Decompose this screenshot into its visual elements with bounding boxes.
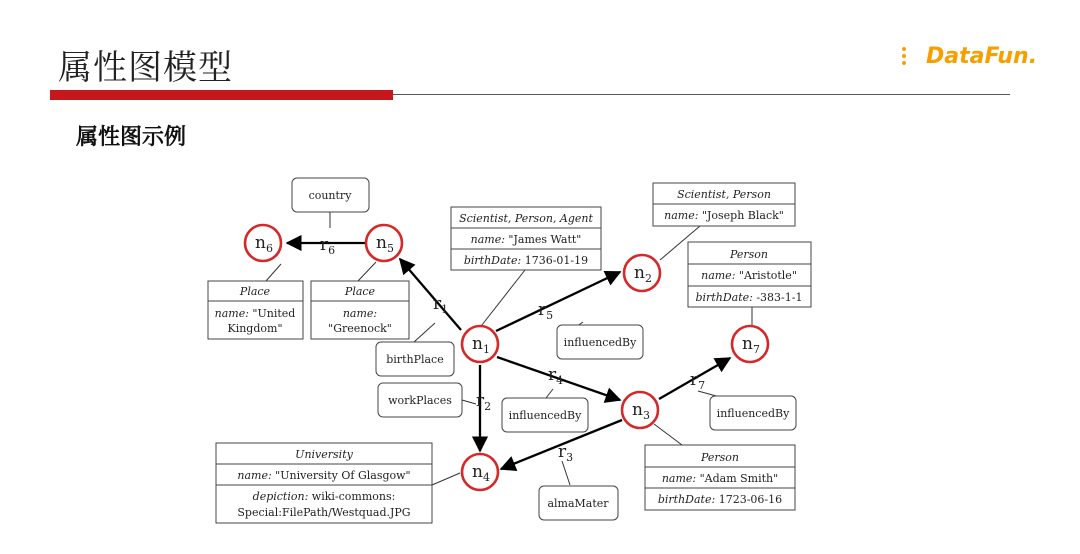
- svg-text:Place: Place: [344, 285, 376, 298]
- node-n3-label: $n_3$: [632, 400, 650, 422]
- edge-type-influencedby-r7: [710, 396, 796, 430]
- edge-type-almamater: [539, 486, 618, 520]
- svg-text:depiction: wiki-commons:: depiction: wiki-commons:: [252, 490, 396, 503]
- node-n7: [732, 326, 768, 362]
- svg-text:Scientist, Person, Agent: Scientist, Person, Agent: [459, 212, 593, 225]
- edge-r7-label: $r_7$: [690, 370, 706, 392]
- svg-text:Scientist, Person: Scientist, Person: [677, 188, 771, 201]
- node-n7-label: $n_7$: [742, 334, 760, 356]
- edge-type-birthplace: [376, 342, 454, 376]
- svg-text:Place: Place: [239, 285, 271, 298]
- node-n2: [624, 255, 660, 291]
- edge-type-influencedby-r5: [557, 325, 643, 359]
- svg-text:Kingdom": Kingdom": [227, 322, 283, 335]
- svg-text:name: "United: name: "United: [214, 307, 296, 320]
- edge-type-country: [292, 178, 369, 212]
- node-n2-label: $n_2$: [634, 263, 652, 285]
- svg-text:influencedBy: influencedBy: [563, 336, 637, 349]
- edge-r5-arrow: [496, 272, 620, 331]
- svg-text:birthPlace: birthPlace: [386, 353, 444, 366]
- svg-text:name: "University Of Glasgow": name: "University Of Glasgow": [237, 469, 411, 482]
- svg-text:University: University: [295, 448, 353, 461]
- svg-text:name: "James Watt": name: "James Watt": [470, 233, 582, 246]
- node-n4-label: $n_4$: [472, 462, 490, 484]
- node-n1-label: $n_1$: [472, 334, 490, 356]
- node-n3: [622, 392, 658, 428]
- node-n6-label: $n_6$: [255, 233, 273, 255]
- relationship-arrows: [287, 243, 730, 469]
- svg-text:Person: Person: [700, 451, 740, 464]
- section-subtitle: 属性图示例: [76, 125, 187, 150]
- svg-text:birthDate: 1723-06-16: birthDate: 1723-06-16: [657, 493, 783, 506]
- svg-text:birthDate: 1736-01-19: birthDate: 1736-01-19: [463, 254, 589, 267]
- svg-text:Special:FilePath/Westquad.JPG: Special:FilePath/Westquad.JPG: [237, 506, 411, 519]
- svg-text:"Greenock": "Greenock": [328, 322, 392, 335]
- edge-type-influencedby-r4: [502, 398, 588, 432]
- node-n4: [462, 454, 498, 490]
- svg-text:name: "Adam Smith": name: "Adam Smith": [661, 472, 779, 485]
- node-n1: [462, 326, 498, 362]
- svg-text:birthDate: -383-1-1: birthDate: -383-1-1: [695, 291, 803, 304]
- node-n5-label: $n_5$: [376, 233, 394, 255]
- edge-r6-label: $r_6$: [320, 235, 336, 257]
- logo-text: DataFun.: [926, 43, 1038, 69]
- svg-text:workPlaces: workPlaces: [388, 394, 452, 407]
- edge-r4-label: $r_4$: [548, 365, 564, 387]
- node-n5: [366, 225, 402, 261]
- svg-text:country: country: [308, 189, 352, 202]
- node-n6: [245, 225, 281, 261]
- edge-r3-label: $r_3$: [558, 442, 574, 464]
- svg-text:Person: Person: [729, 248, 769, 261]
- page-title: 属性图模型: [58, 48, 233, 88]
- svg-text:influencedBy: influencedBy: [716, 407, 790, 420]
- svg-text:name: "Aristotle": name: "Aristotle": [701, 269, 797, 282]
- edge-r2-label: $r_2$: [476, 391, 492, 413]
- edge-r5-label: $r_5$: [538, 300, 554, 322]
- svg-text:influencedBy: influencedBy: [508, 409, 582, 422]
- edge-r1-label: $r_1$: [433, 294, 449, 316]
- svg-text:name: "Joseph Black": name: "Joseph Black": [664, 209, 784, 222]
- edge-type-workplaces: [378, 383, 462, 417]
- svg-text:name:: name:: [342, 307, 378, 320]
- svg-text:almaMater: almaMater: [547, 497, 609, 510]
